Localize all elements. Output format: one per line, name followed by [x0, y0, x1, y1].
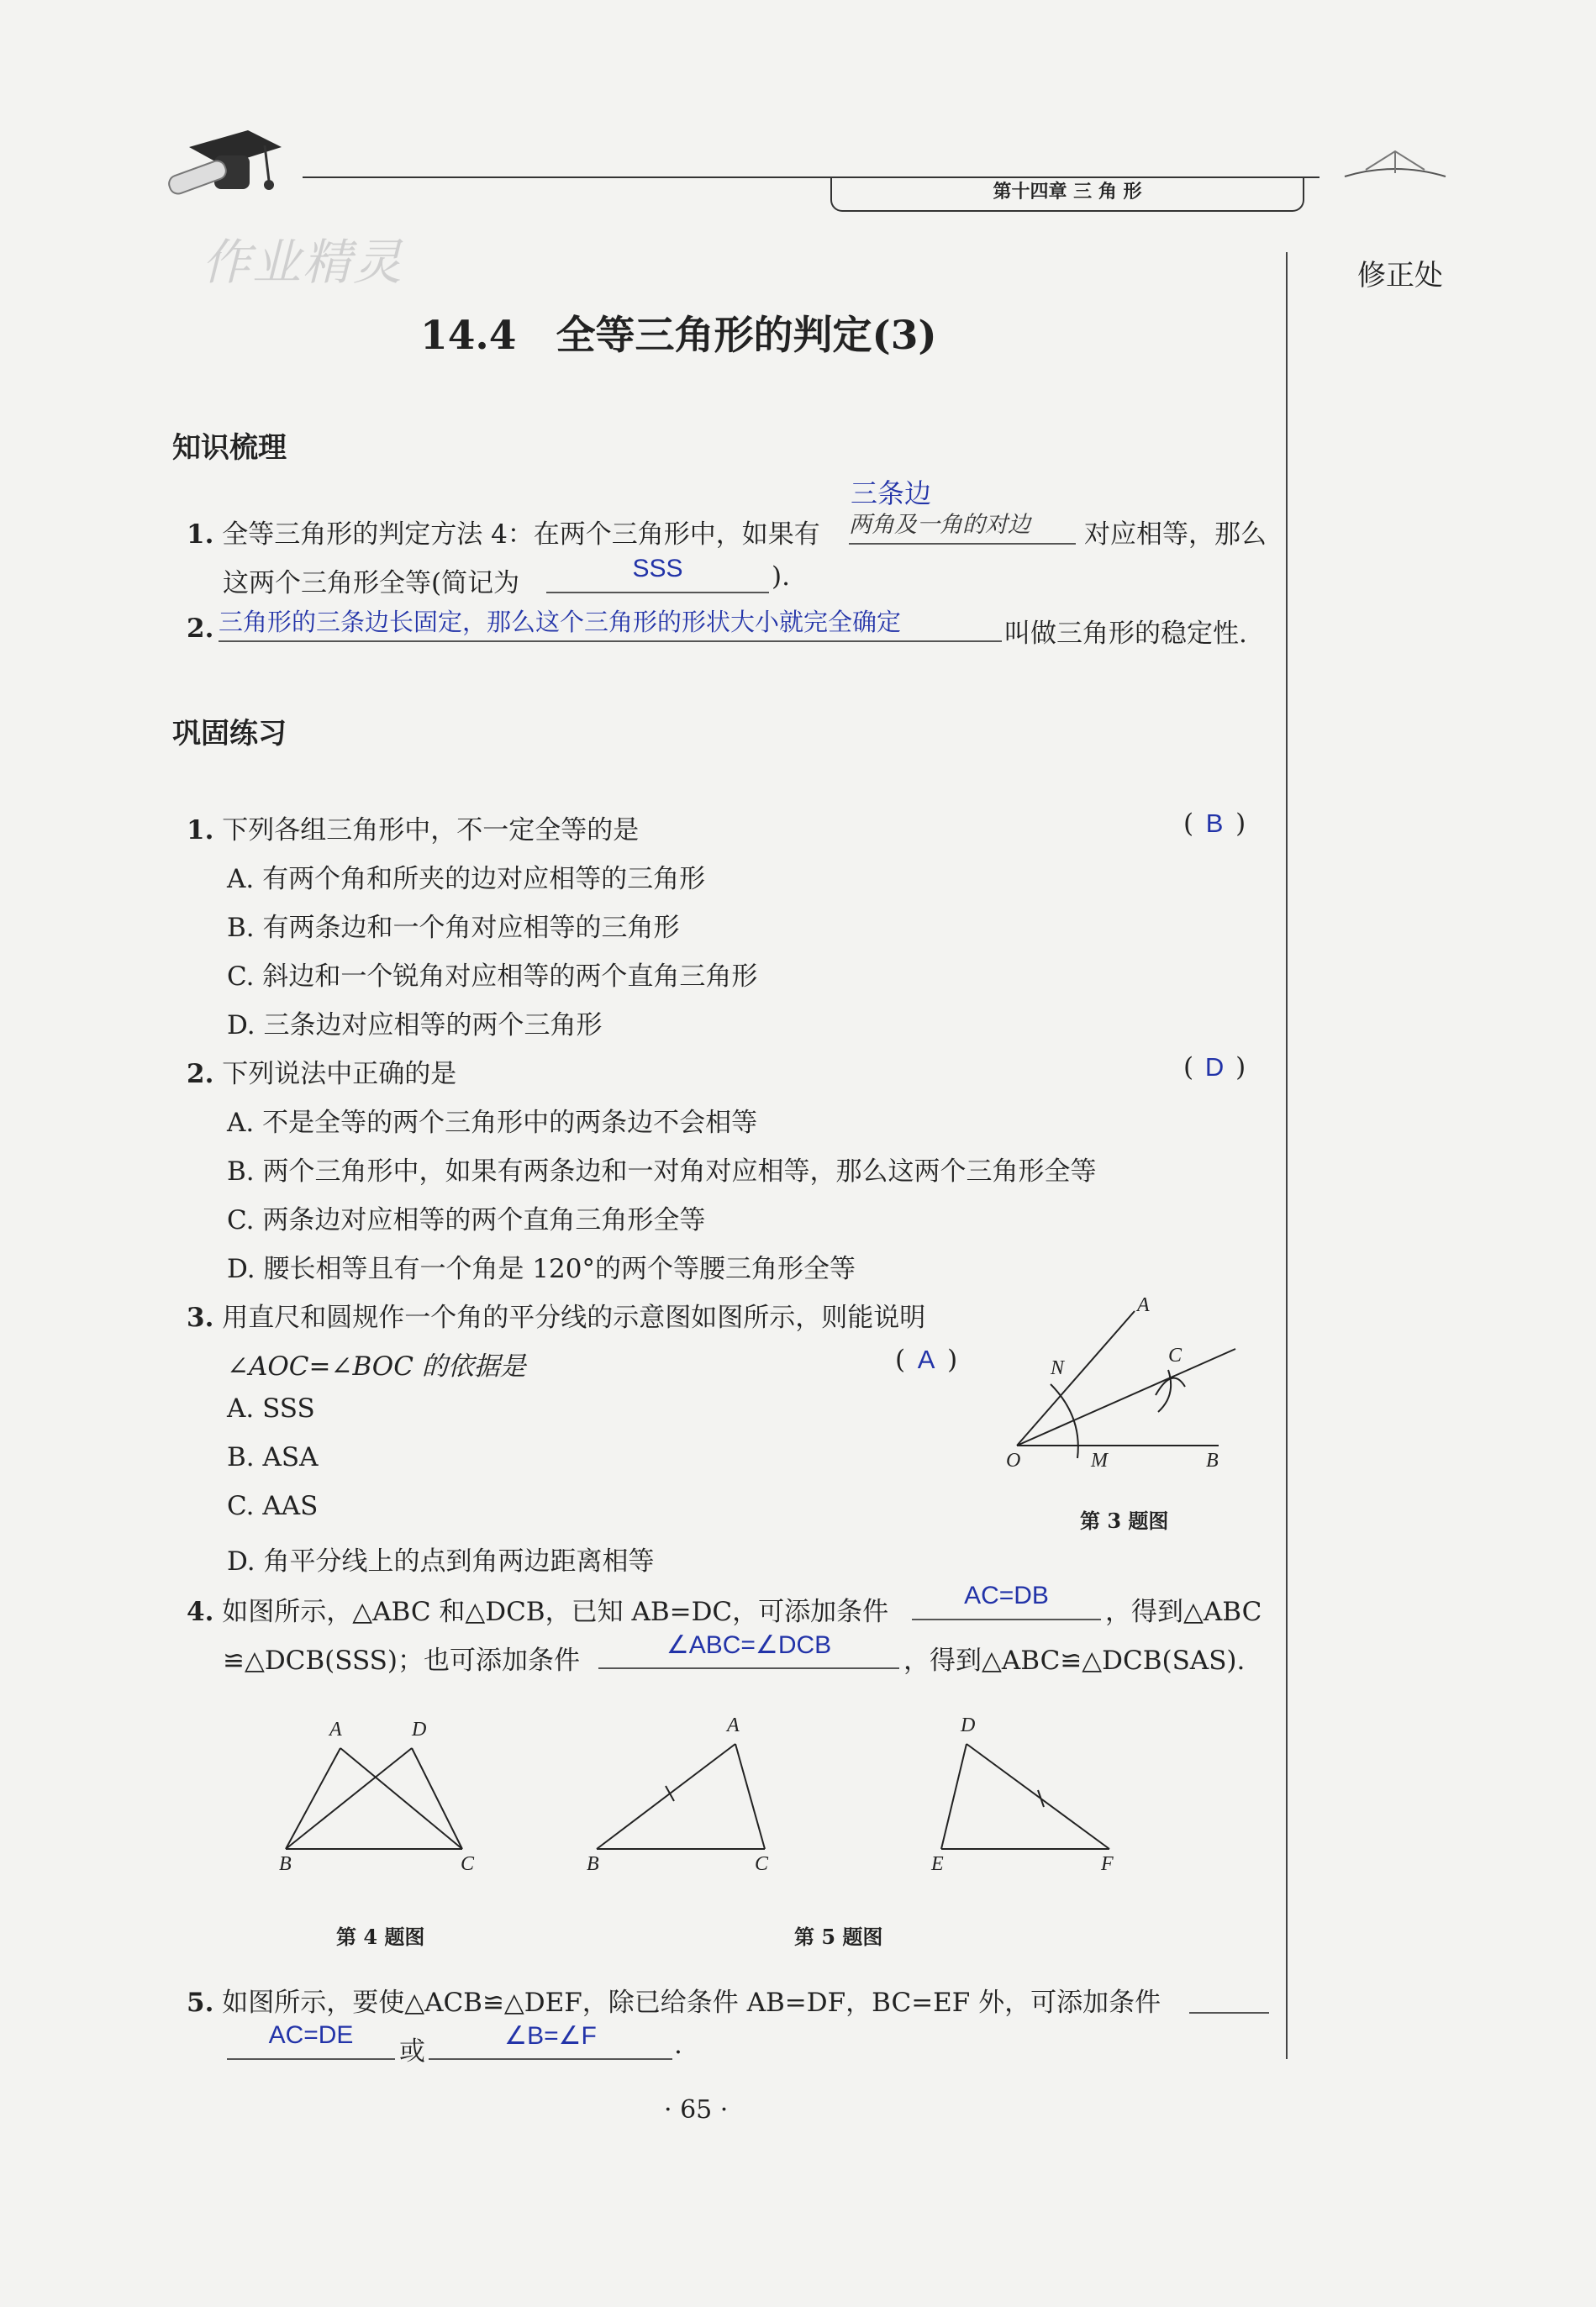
answer-text: ∠B=∠F [504, 2022, 597, 2050]
label-A: A [727, 1714, 740, 1736]
q-text: 叫做三角形的稳定性. [1004, 619, 1247, 649]
option: C. 斜边和一个锐角对应相等的两个直角三角形 [227, 961, 758, 992]
figure-5-right [924, 1710, 1135, 1891]
answer-sss [546, 555, 769, 593]
question-4 [187, 1590, 888, 1628]
label-M: M [1091, 1450, 1108, 1472]
label-C: C [1168, 1345, 1183, 1367]
q-stem: 下列各组三角形中，不一定全等的是 [222, 815, 640, 845]
answer-text: A [917, 1345, 935, 1374]
q-text-end: ). [772, 561, 790, 592]
chapter-title: 第十四章 三 角 形 [993, 181, 1142, 203]
figure-3-caption: 第 3 题图 [1080, 1509, 1169, 1533]
figure-4-caption: 第 4 题图 [336, 1925, 425, 1949]
option: C. 两条边对应相等的两个直角三角形全等 [227, 1205, 706, 1235]
answer-ac-db [912, 1582, 1101, 1620]
figure-5-left [580, 1710, 790, 1891]
book-ornament [1341, 145, 1450, 182]
q-stem-line2: ∠AOC=∠BOC 的依据是 [227, 1351, 526, 1382]
answer-angle-bf [429, 2021, 672, 2060]
header-logo [155, 122, 290, 223]
question-number: 2. [187, 614, 214, 644]
q-text-cont: ，得到△ABC [1105, 1597, 1262, 1627]
question-k1 [187, 513, 820, 550]
q-stem: 用直尺和圆规作一个角的平分线的示意图如图所示，则能说明 [222, 1303, 926, 1333]
label-C: C [755, 1853, 769, 1875]
label-O: O [1006, 1450, 1021, 1472]
blank-continued [1189, 1975, 1269, 2014]
q-text: 如图所示，要使△ACB≌△DEF，除已给条件 AB=DF，BC=EF 外，可添加条件 [222, 1988, 1161, 2018]
answer-paren-3: ( A ) [895, 1345, 958, 1375]
header-chapter-box [830, 176, 1304, 212]
option: A. 有两个角和所夹的边对应相等的三角形 [227, 864, 706, 894]
q-text-end: . [674, 2030, 682, 2060]
q-stem: 下列说法中正确的是 [222, 1059, 457, 1089]
correction-label: 修正处 [1357, 259, 1443, 292]
answer-angle [598, 1630, 899, 1669]
q-text-cont: 对应相等，那么 [1084, 519, 1267, 550]
question-5 [187, 1981, 1161, 2019]
label-B: B [1206, 1450, 1219, 1472]
answer-text: ∠ABC=∠DCB [666, 1631, 832, 1659]
answer-stability [219, 603, 1002, 642]
question-number: 4. [187, 1597, 214, 1627]
figure-4 [269, 1714, 487, 1891]
question-2 [187, 1052, 456, 1090]
crossed-triangles-diagram [269, 1714, 487, 1891]
q-text: 全等三角形的判定方法 4：在两个三角形中，如果有 [222, 519, 820, 550]
section-heading-practice: 巩固练习 [172, 717, 287, 751]
option: D. 角平分线上的点到角两边距离相等 [227, 1546, 655, 1577]
option: A. 不是全等的两个三角形中的两条边不会相等 [227, 1108, 758, 1138]
answer-paren-2: ( D ) [1183, 1052, 1246, 1082]
answer-text: D [1204, 1052, 1225, 1082]
label-A: A [1137, 1294, 1150, 1316]
page-title: 14.4 全等三角形的判定(3) [420, 313, 937, 359]
question-3 [187, 1296, 925, 1334]
section-heading-knowledge: 知识梳理 [172, 431, 287, 465]
label-D: D [961, 1714, 976, 1736]
answer-text: 三角形的三条边长固定，那么这个三角形的形状大小就完全确定 [219, 609, 902, 636]
q-text-line2: 这两个三角形全等(简记为 [223, 568, 520, 598]
margin-divider [1286, 252, 1288, 2059]
label-D: D [412, 1719, 427, 1741]
label-F: F [1101, 1853, 1114, 1875]
option: B. 两个三角形中，如果有两条边和一对角对应相等，那么这两个三角形全等 [227, 1156, 1097, 1187]
option: B. 有两条边和一个角对应相等的三角形 [227, 913, 680, 943]
q-text: 如图所示，△ABC 和△DCB，已知 AB=DC，可添加条件 [222, 1597, 889, 1627]
answer-text: B [1205, 809, 1224, 838]
label-E: E [931, 1853, 944, 1875]
label-N: N [1051, 1357, 1065, 1379]
option: C. AAS [227, 1491, 319, 1521]
q-text-line2: ≌△DCB(SSS)；也可添加条件 [223, 1646, 580, 1676]
question-1 [187, 809, 639, 846]
label-C: C [461, 1853, 475, 1875]
answer-text: AC=DE [268, 2021, 354, 2049]
answer-text: SSS [632, 555, 683, 582]
option: A. SSS [227, 1393, 315, 1424]
figure-5-caption: 第 5 题图 [794, 1925, 883, 1949]
question-number: 5. [187, 1988, 214, 2018]
answer-paren-1: ( B ) [1183, 809, 1246, 839]
q-text-end: ，得到△ABC≌△DCB(SAS). [903, 1646, 1246, 1676]
question-number: 2. [187, 1059, 214, 1089]
page-number: · 65 · [664, 2095, 729, 2125]
answer-text: AC=DB [964, 1582, 1049, 1609]
watermark: 作业精灵 [202, 234, 404, 291]
q-text-or: 或 [399, 2036, 425, 2067]
option: D. 腰长相等且有一个角是 120°的两个等腰三角形全等 [227, 1254, 856, 1284]
handwritten-blank [849, 506, 1076, 545]
handwritten-text: 两角及一角的对边 [849, 512, 1030, 538]
label-A: A [329, 1719, 342, 1741]
question-number: 1. [187, 519, 214, 550]
handwritten-above: 三条边 [851, 478, 932, 508]
question-number: 1. [187, 815, 214, 845]
question-number: 3. [187, 1303, 214, 1333]
figure-3 [1000, 1290, 1252, 1492]
label-B: B [279, 1853, 292, 1875]
answer-ac-de [227, 2021, 395, 2060]
option: B. ASA [227, 1442, 319, 1472]
label-B: B [587, 1853, 599, 1875]
question-k2 [187, 614, 213, 644]
option: D. 三条边对应相等的两个三角形 [227, 1010, 603, 1040]
